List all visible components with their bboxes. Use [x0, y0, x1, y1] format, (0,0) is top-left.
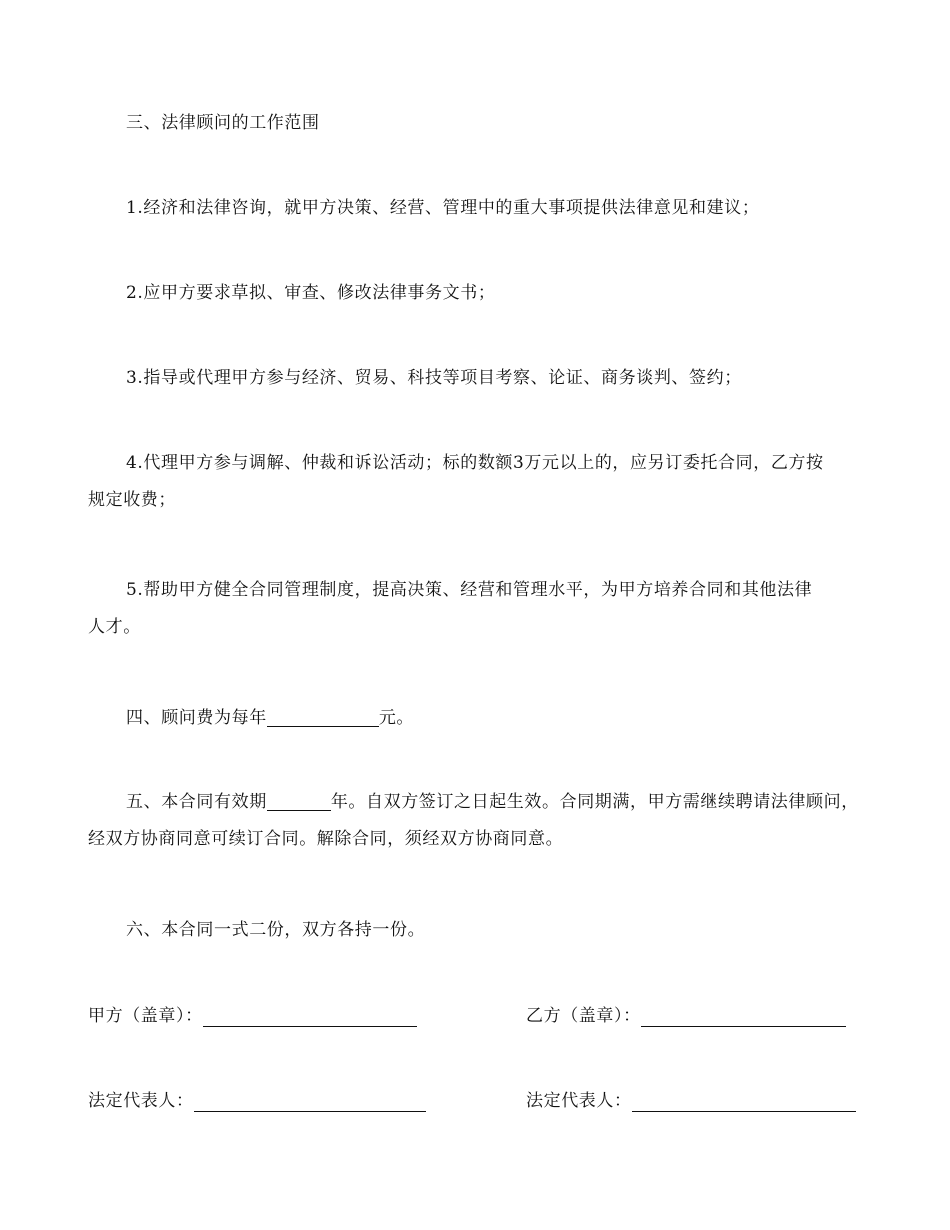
scope-item-5	[88, 572, 888, 646]
party-a-seal-label: 甲方（盖章）：	[88, 1006, 203, 1026]
section5-suffix: 年。自双方签订之日起生效。合同期满，甲方需继续聘请法律顾问，	[330, 792, 859, 812]
section4-prefix: 四、顾问费为每年	[126, 708, 267, 728]
party-a-seal-line[interactable]	[203, 1008, 417, 1027]
scope-item-5-line2: 人才。	[88, 617, 141, 637]
section3-title	[88, 105, 888, 142]
party-a-rep-label: 法定代表人：	[88, 1091, 194, 1111]
scope-item-3-text: 3.指导或代理甲方参与经济、贸易、科技等项目考察、论证、商务谈判、签约；	[126, 368, 742, 388]
section4-suffix: 元。	[378, 708, 415, 728]
scope-item-5-line1: 5.帮助甲方健全合同管理制度，提高决策、经营和管理水平，为甲方培养合同和其他法律	[126, 580, 813, 600]
party-b-seal-row	[526, 1004, 846, 1028]
section5-term	[88, 784, 888, 858]
party-b-rep-row	[526, 1089, 856, 1113]
scope-item-2	[88, 275, 888, 312]
section3-title-text: 三、法律顾问的工作范围	[126, 113, 320, 133]
scope-item-1	[88, 190, 888, 227]
section5-prefix: 五、本合同有效期	[126, 792, 267, 812]
scope-item-4-line2: 规定收费；	[88, 490, 176, 510]
scope-item-2-text: 2.应甲方要求草拟、审查、修改法律事务文书；	[126, 283, 496, 303]
party-b-rep-label: 法定代表人：	[526, 1091, 632, 1111]
annual-fee-blank[interactable]	[267, 706, 379, 727]
party-b-seal-line[interactable]	[641, 1008, 846, 1027]
scope-item-4	[88, 445, 888, 519]
scope-item-4-line1: 4.代理甲方参与调解、仲裁和诉讼活动；标的数额3万元以上的，应另订委托合同，乙方按	[126, 453, 824, 473]
party-a-rep-row	[88, 1089, 426, 1113]
scope-item-3	[88, 360, 888, 397]
term-years-blank[interactable]	[267, 790, 331, 811]
scope-item-1-text: 1.经济和法律咨询，就甲方决策、经营、管理中的重大事项提供法律意见和建议；	[126, 198, 760, 218]
party-b-rep-line[interactable]	[632, 1093, 856, 1112]
section5-line2: 经双方协商同意可续订合同。解除合同，须经双方协商同意。	[88, 829, 564, 849]
section6-copies	[88, 912, 888, 949]
section4-fee	[88, 700, 888, 737]
party-a-seal-row	[88, 1004, 417, 1028]
section6-text: 六、本合同一式二份，双方各持一份。	[126, 920, 426, 940]
party-b-seal-label: 乙方（盖章）：	[526, 1006, 641, 1026]
party-a-rep-line[interactable]	[194, 1093, 426, 1112]
